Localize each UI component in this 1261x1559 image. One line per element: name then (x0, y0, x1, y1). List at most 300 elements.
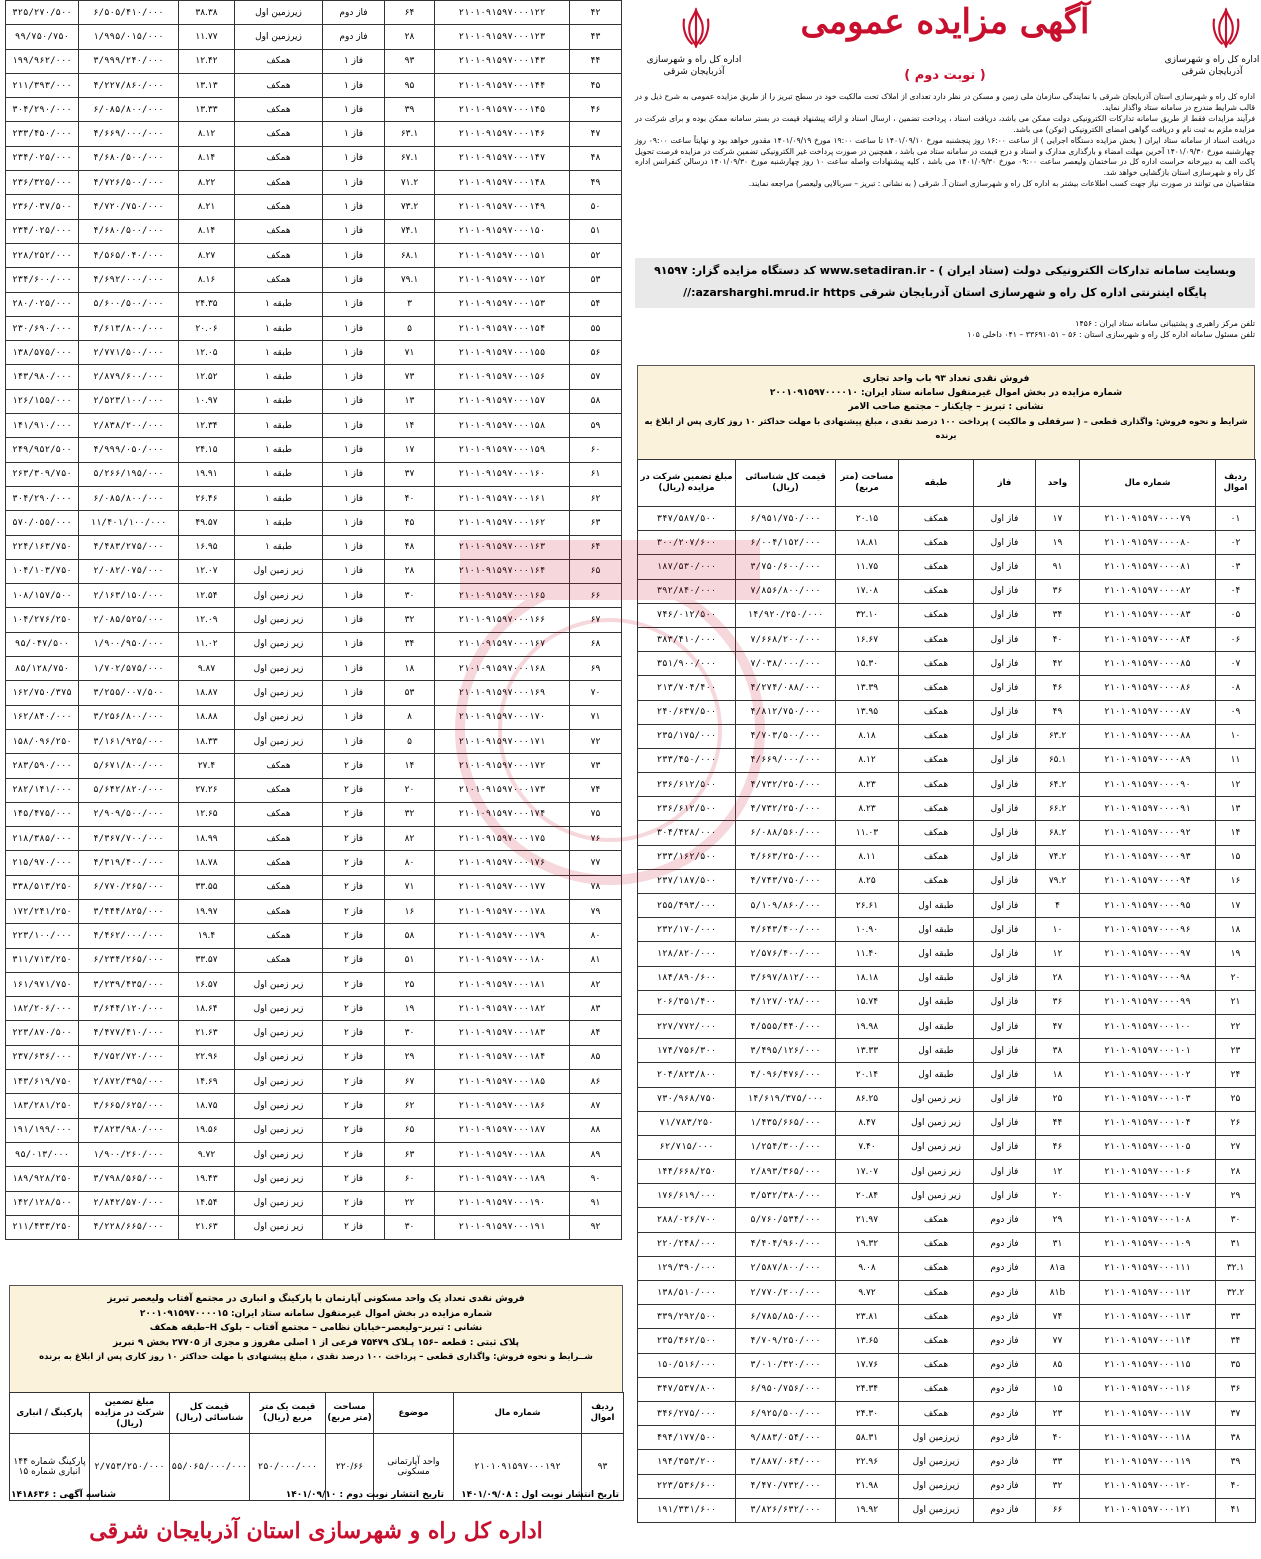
table-cell: همکف (899, 507, 974, 531)
table-cell: ۲۱۰۱۰۹۱۵۹۷۰۰۰۱۲۰ (1080, 1474, 1216, 1498)
table-row (6, 389, 622, 413)
table-row (638, 1160, 1256, 1184)
table-cell: ۲۱۰۱۰۹۱۵۹۷۰۰۰۰۸۴ (1080, 627, 1216, 651)
table-row (638, 1111, 1256, 1135)
table-cell: ۱۸.۶۴ (179, 997, 235, 1021)
table-cell: فاز ۲ (323, 924, 385, 948)
table-cell: ۱۳.۳۳ (836, 1039, 899, 1063)
table-row (6, 219, 622, 243)
table-cell: ۴/۴۷۷/۴۱۰/۰۰۰ (79, 1021, 179, 1045)
table-cell: ۹۵/۰۱۳/۰۰۰ (6, 1142, 79, 1166)
table-cell: ۲۰۶/۳۵۱/۴۰۰ (638, 990, 736, 1014)
table-cell: ۴/۷۳۲/۲۵۰/۰۰۰ (736, 773, 836, 797)
table-cell: طبقه اول (899, 894, 974, 918)
table-cell: فاز اول (974, 773, 1036, 797)
table-cell: ۲۳ (1216, 1039, 1256, 1063)
table-cell: ۲۱۰۱۰۹۱۵۹۷۰۰۰۱۷۰ (435, 705, 570, 729)
table-cell: ۱۳.۳۳ (179, 98, 235, 122)
table-cell: ۳۹ (385, 98, 435, 122)
table-cell: فاز اول (974, 724, 1036, 748)
table-cell: فاز ۲ (323, 851, 385, 875)
table-cell: ۳/۸۸۷/۰۶۴/۰۰۰ (736, 1450, 836, 1474)
table-cell: فاز دوم (974, 1232, 1036, 1256)
table-row (638, 845, 1256, 869)
table-cell: ۱۷.۰۸ (836, 579, 899, 603)
table-cell: ۱۰۸/۱۵۷/۵۰۰ (6, 584, 79, 608)
table-cell: زیرزمین اول (899, 1498, 974, 1522)
table-cell: فاز اول (974, 507, 1036, 531)
table-cell: همکف (235, 195, 323, 219)
table-cell: ۱۳.۳۹ (836, 676, 899, 700)
table-cell: ۲۰۴/۸۲۳/۸۰۰ (638, 1063, 736, 1087)
org-website-link[interactable]: پایگاه اینترنتی اداره کل راه و شهرسازی استان آذربایجان شرقی azarsharghi.mrud.ir https:// (683, 286, 1207, 299)
table-cell: ۴۹ (1036, 700, 1080, 724)
table-row (638, 1377, 1256, 1401)
table-cell: ۲۱۰۱۰۹۱۵۹۷۰۰۰۱۷۴ (435, 802, 570, 826)
table-row (638, 724, 1256, 748)
table-cell: ۱۳۸/۵۷۵/۰۰۰ (6, 341, 79, 365)
table-row (6, 948, 622, 972)
table-cell: ۱۹ (1036, 531, 1080, 555)
table-cell: همکف (235, 73, 323, 97)
table-cell: ۳۳.۵۷ (179, 948, 235, 972)
table-cell: ۹/۸۸۳/۰۵۴/۰۰۰ (736, 1426, 836, 1450)
table-cell: ۳/۵۳۲/۳۸۰/۰۰۰ (736, 1184, 836, 1208)
table-cell: ۱۰۴/۱۰۳/۷۵۰ (6, 559, 79, 583)
table-cell: ۲۱۰۱۰۹۱۵۹۷۰۰۰۱۵۸ (435, 414, 570, 438)
table-cell: ۶۷ (385, 1070, 435, 1094)
table-cell: ۸۸ (570, 1118, 622, 1142)
table-cell: ۶۸.۲ (1036, 821, 1080, 845)
table-cell: زیر زمین اول (899, 1160, 974, 1184)
table-cell: ۹.۷۲ (179, 1142, 235, 1166)
table-cell: ۲۱۰۱۰۹۱۵۹۷۰۰۰۱۵۲ (435, 268, 570, 292)
column-header: طبقه (899, 460, 974, 507)
table-cell: ۲/۵۲۳/۱۰۰/۰۰۰ (79, 389, 179, 413)
table-cell: ۶/۷۸۵/۸۵۰/۰۰۰ (736, 1305, 836, 1329)
table-row (638, 1281, 1256, 1305)
table-cell: همکف (899, 845, 974, 869)
table-cell: ۱۹.۴۳ (179, 1167, 235, 1191)
table-cell: ۱۱.۷۵ (836, 555, 899, 579)
table-cell: ۲۵ (385, 972, 435, 996)
table-cell: ۷۸ (570, 875, 622, 899)
table-row (6, 584, 622, 608)
table-cell: ۱۳.۹۵ (836, 700, 899, 724)
table-row (6, 608, 622, 632)
table-cell: ۴۲ (570, 1, 622, 25)
table-cell: ۰۸ (1216, 676, 1256, 700)
table-cell: ۵/۶۷۱/۸۰۰/۰۰۰ (79, 754, 179, 778)
table-cell: طبقه اول (899, 1039, 974, 1063)
table-cell: ۶/۹۵۰/۷۵۶/۰۰۰ (736, 1377, 836, 1401)
table-cell: ۳۱ (1216, 1232, 1256, 1256)
table-cell: فاز ۱ (323, 195, 385, 219)
table-cell: ۲۱۰۱۰۹۱۵۹۷۰۰۰۱۱۱ (1080, 1256, 1216, 1280)
table-cell: ۳۰۴/۴۲۸/۰۰۰ (638, 821, 736, 845)
table-cell: ۴۶ (1036, 676, 1080, 700)
commercial-box-line4: شرایط و نحوه فروش: واگذاری قطعی – ( سرقفلی و مالکیت ) پرداخت ۱۰۰ درصد نقدی ، مبلغ پیشنهادی با مهلت حداکثر ۱۰ روز کاری پس از ابلاغ به برنده (644, 416, 1248, 440)
table-cell: همکف (899, 1329, 974, 1353)
table-cell: ۸ (385, 705, 435, 729)
table-cell: ۲۳۷/۶۳۶/۰۰۰ (6, 1045, 79, 1069)
table-cell: ۱۶ (1216, 869, 1256, 893)
table-cell: طبقه ۱ (235, 438, 323, 462)
table-cell: فاز اول (974, 579, 1036, 603)
setad-website-link[interactable]: وبسایت سامانه تدارکات الکترونیکی دولت (ستاد ایران ) - www.setadiran.ir کد دستگاه مزایده گزار: ۹۱۵۹۷ (654, 264, 1236, 277)
table-cell: فاز ۱ (323, 341, 385, 365)
table-cell: ۶۸.۱ (385, 243, 435, 267)
table-cell: زیر زمین اول (235, 1070, 323, 1094)
table-cell: ۴۵ (570, 73, 622, 97)
table-cell: ۲۲.۹۶ (179, 1045, 235, 1069)
table-cell: زیر زمین اول (235, 1021, 323, 1045)
table-row (6, 1094, 622, 1118)
table-cell: فاز اول (974, 918, 1036, 942)
table-row (6, 1118, 622, 1142)
table-cell: ۱۴۳/۶۱۹/۷۵۰ (6, 1070, 79, 1094)
table-cell: ۶۵ (385, 1118, 435, 1142)
left-column (5, 0, 621, 1544)
table-cell: ۲۳۳/۴۵۰/۰۰۰ (638, 748, 736, 772)
table-row (6, 802, 622, 826)
table-cell: ۱۷۴/۷۵۶/۳۰۰ (638, 1039, 736, 1063)
table-cell: ۱۸.۸۱ (836, 531, 899, 555)
table-cell: ۲۱۱/۳۹۳/۰۰۰ (6, 73, 79, 97)
table-cell: ۱۶.۵۷ (179, 972, 235, 996)
table-cell: ۹۱ (570, 1191, 622, 1215)
table-cell: همکف (235, 243, 323, 267)
table-cell: ۲۱۰۱۰۹۱۵۹۷۰۰۰۱۵۷ (435, 389, 570, 413)
table-cell: ۲۳۶/۶۱۲/۵۰۰ (638, 797, 736, 821)
table-cell: فاز ۱ (323, 73, 385, 97)
column-header: پارکینگ / انباری (10, 1393, 90, 1434)
table-cell: ۱۹.۹۱ (179, 462, 235, 486)
table-cell: ۷۳.۲ (385, 195, 435, 219)
table-cell: طبقه اول (899, 918, 974, 942)
table-cell: زیر زمین اول (235, 1215, 323, 1239)
table-row (6, 341, 622, 365)
table-cell: ۶/۵۰۵/۴۱۰/۰۰۰ (79, 1, 179, 25)
table-cell: ۱۷.۰۷ (836, 1160, 899, 1184)
table-cell: فاز اول (974, 1014, 1036, 1038)
table-cell: همکف (899, 676, 974, 700)
column-header: ردیف اموال (1216, 460, 1256, 507)
table-cell: همکف (899, 603, 974, 627)
table-cell: ۵۳ (385, 681, 435, 705)
table-cell: زیر زمین اول (235, 1142, 323, 1166)
table-cell: ۱۹ (1216, 942, 1256, 966)
table-cell: ۶۶ (570, 584, 622, 608)
table-cell: همکف (899, 700, 974, 724)
table-cell: ۲۱۰۱۰۹۱۵۹۷۰۰۰۱۶۷ (435, 632, 570, 656)
table-cell: ۱۹۴/۳۵۳/۲۰۰ (638, 1450, 736, 1474)
table-cell: ۴/۴۶۲/۰۰۰/۰۰۰ (79, 924, 179, 948)
table-row (6, 681, 622, 705)
table-cell: ۶۳.۱ (385, 122, 435, 146)
table-row (638, 1401, 1256, 1425)
table-cell: ۴۸ (570, 146, 622, 170)
table-row (638, 918, 1256, 942)
table-cell: ۱۲.۵۲ (179, 365, 235, 389)
table-cell: ۲۱۸/۳۸۵/۰۰۰ (6, 827, 79, 851)
table-row (638, 1256, 1256, 1280)
table-cell: ۲/۷۵۳/۲۵۰/۰۰۰ (90, 1434, 170, 1501)
table-cell: ۱۴.۵۴ (179, 1191, 235, 1215)
table-cell: همکف (899, 748, 974, 772)
table-cell: همکف (899, 579, 974, 603)
table-cell: ۲۸ (1216, 1160, 1256, 1184)
table-cell: ۲۲۰/۲۴۸/۰۰۰ (638, 1232, 736, 1256)
table-cell: ۴/۶۸۰/۵۰۰/۰۰۰ (79, 219, 179, 243)
table-cell: فاز دوم (974, 1498, 1036, 1522)
table-cell: فاز دوم (974, 1208, 1036, 1232)
table-cell: ۵/۱۰۹/۸۶۰/۰۰۰ (736, 894, 836, 918)
phone-info (635, 318, 1255, 340)
table-cell: ۱۱.۰۳ (836, 821, 899, 845)
table-cell: ۶۴.۲ (1036, 773, 1080, 797)
table-cell: ۶۲ (570, 486, 622, 510)
table-cell: ۲۴ (1216, 1063, 1256, 1087)
table-cell: زیر زمین اول (235, 1191, 323, 1215)
table-cell: ۴/۶۶۹/۰۰۰/۰۰۰ (736, 748, 836, 772)
table-cell: ۲۱۰۱۰۹۱۵۹۷۰۰۰۰۸۳ (1080, 603, 1216, 627)
table-cell: ۸۵ (1036, 1353, 1080, 1377)
table-cell: ۲۱۰۱۰۹۱۵۹۷۰۰۰۱۲۱ (1080, 1498, 1216, 1522)
table-cell: ۲۳۶/۶۱۲/۵۰۰ (638, 773, 736, 797)
table-cell: زیر زمین اول (235, 681, 323, 705)
apartment-sale-box (9, 1285, 623, 1399)
table-cell: ۲۱۰۱۰۹۱۵۹۷۰۰۰۱۰۶ (1080, 1160, 1216, 1184)
column-header: فاز (974, 460, 1036, 507)
table-row (6, 875, 622, 899)
table-cell: ۳۲ (385, 802, 435, 826)
table-cell: فاز دوم (974, 1353, 1036, 1377)
table-cell: ۱۹.۴ (179, 924, 235, 948)
table-cell: فاز دوم (974, 1474, 1036, 1498)
table-cell: ۷۱ (385, 341, 435, 365)
table-cell: ۱۸.۸۷ (179, 681, 235, 705)
column-header: قیمت یک متر مربع (ریال) (250, 1393, 326, 1434)
table-cell: طبقه ۱ (235, 511, 323, 535)
table-cell: ۶۴ (570, 535, 622, 559)
table-cell: ۲۹ (1216, 1184, 1256, 1208)
table-cell: ۲۱۰۱۰۹۱۵۹۷۰۰۰۱۴۳ (435, 49, 570, 73)
table-cell: ۴/۴۷۰/۷۳۲/۰۰۰ (736, 1474, 836, 1498)
table-cell: ۴۹۴/۱۷۷/۵۰۰ (638, 1426, 736, 1450)
table-cell: ۸.۲۳ (836, 797, 899, 821)
table-cell: فاز اول (974, 821, 1036, 845)
table-cell: ۱۰ (1036, 918, 1080, 942)
table-cell: ۱۸ (385, 657, 435, 681)
table-cell: ۸.۲۲ (179, 171, 235, 195)
table-cell: ۲/۵۸۷/۸۰۰/۰۰۰ (736, 1256, 836, 1280)
table-cell: ۷۶ (570, 827, 622, 851)
table-cell: ۴/۷۰۹/۲۵۰/۰۰۰ (736, 1329, 836, 1353)
table-cell: ۶/۲۳۴/۲۶۵/۰۰۰ (79, 948, 179, 972)
table-cell: ۲/۹۰۹/۵۰۰/۰۰۰ (79, 802, 179, 826)
table-cell: ۲۱۰۱۰۹۱۵۹۷۰۰۰۰۸۹ (1080, 748, 1216, 772)
table-cell: ۴۷ (1036, 1014, 1080, 1038)
table-cell: ۳۴۶/۲۷۵/۰۰۰ (638, 1401, 736, 1425)
table-row (6, 1070, 622, 1094)
table-cell: ۵۵ (570, 316, 622, 340)
table-cell: ۱۸۲/۲۰۶/۰۰۰ (6, 997, 79, 1021)
table-cell: فاز اول (974, 845, 1036, 869)
table-cell: زیر زمین اول (899, 1135, 974, 1159)
table-cell: ۰۴ (1216, 579, 1256, 603)
footer-org-name: اداره کل راه و شهرسازی استان آذربایجان شرقی (89, 1518, 543, 1544)
table-cell: ۲۱۰۱۰۹۱۵۹۷۰۰۰۱۴۴ (435, 73, 570, 97)
column-header: مساحت (متر مربع) (326, 1393, 374, 1434)
table-cell: ۸.۱۴ (179, 146, 235, 170)
table-cell: ۴/۲۲۷/۸۶۰/۰۰۰ (79, 73, 179, 97)
table-cell: زیر زمین اول (235, 1094, 323, 1118)
table-cell: ۳۰۴/۲۹۰/۰۰۰ (6, 486, 79, 510)
table-cell: ۳۷ (1216, 1401, 1256, 1425)
table-cell: ۲۱۰۱۰۹۱۵۹۷۰۰۰۰۹۸ (1080, 966, 1216, 990)
table-cell: ۱۶.۹۵ (179, 535, 235, 559)
table-cell: ۲۷.۲۶ (179, 778, 235, 802)
table-cell: ۴/۶۶۳/۲۵۰/۰۰۰ (736, 845, 836, 869)
table-cell: همکف (235, 49, 323, 73)
table-cell: ۲۱۰۱۰۹۱۵۹۷۰۰۰۱۶۲ (435, 511, 570, 535)
table-cell: ۷۵ (570, 802, 622, 826)
table-cell: ۶/۹۲۵/۵۰۰/۰۰۰ (736, 1401, 836, 1425)
table-cell: فاز اول (974, 1111, 1036, 1135)
table-cell: فاز ۲ (323, 1094, 385, 1118)
second-publication-date: تاریخ انتشار نوبت دوم : ۱۴۰۱/۰۹/۱۰ (285, 1490, 444, 1500)
table-cell: ۱۸۴/۸۹۰/۶۰۰ (638, 966, 736, 990)
table-cell: ۳/۴۹۵/۱۲۶/۰۰۰ (736, 1039, 836, 1063)
table-cell: ۲۰.۱۵ (836, 507, 899, 531)
table-cell: ۱۸۳/۲۸۱/۲۵۰ (6, 1094, 79, 1118)
table-cell: ۸۶.۲۵ (836, 1087, 899, 1111)
table-cell: ۳/۸۲۳/۹۸۰/۰۰۰ (79, 1118, 179, 1142)
table-cell: ۱۷۶/۶۱۹/۰۰۰ (638, 1184, 736, 1208)
table-cell: ۳۶ (1216, 1377, 1256, 1401)
table-cell: همکف (235, 268, 323, 292)
table-cell: ۲۱۰۱۰۹۱۵۹۷۰۰۰۱۱۵ (1080, 1353, 1216, 1377)
table-cell: ۷۴.۲ (1036, 845, 1080, 869)
table-cell: همکف (235, 924, 323, 948)
table-cell: همکف (899, 555, 974, 579)
table-cell: زیر زمین اول (235, 997, 323, 1021)
table-row (6, 316, 622, 340)
table-cell: زیر زمین اول (235, 657, 323, 681)
table-cell: ۸.۱۲ (179, 122, 235, 146)
table-cell: ۲۱۰۱۰۹۱۵۹۷۰۰۰۱۸۱ (435, 972, 570, 996)
table-cell: ۱۴ (385, 754, 435, 778)
table-cell: ۲۱۰۱۰۹۱۵۹۷۰۰۰۱۱۳ (1080, 1305, 1216, 1329)
table-cell: فاز ۱ (323, 146, 385, 170)
table-cell: ۱۴/۶۱۹/۳۷۵/۰۰۰ (736, 1087, 836, 1111)
table-cell: ۲۴.۳۵ (179, 292, 235, 316)
table-cell: ۴/۶۶۹/۰۰۰/۰۰۰ (79, 122, 179, 146)
table-cell: فاز اول (974, 942, 1036, 966)
table-cell: ۲۳۷/۱۸۷/۵۰۰ (638, 869, 736, 893)
table-cell: ۲۹ (385, 1045, 435, 1069)
table-cell: ۴/۵۶۵/۰۴۰/۰۰۰ (79, 243, 179, 267)
apartment-box-line4: پلاک ثبتی : قطعه –۱۵۶ پـلاک ۷۵۴۷۹ فرعی از ۱ اصلی مفروز و مجزی از ۲۷۷۰۵ بخش ۹ تبریز (113, 1337, 519, 1348)
table-cell: ۲۱.۶۳ (179, 1021, 235, 1045)
table-cell: ۲۱۰۱۰۹۱۵۹۷۰۰۰۱۹۲ (454, 1434, 582, 1501)
table-cell: ۲۱۰۱۰۹۱۵۹۷۰۰۰۱۵۵ (435, 341, 570, 365)
table-cell: ۱۴۱/۹۱۰/۰۰۰ (6, 414, 79, 438)
table-cell: ۴/۷۲۶/۵۰۰/۰۰۰ (79, 171, 179, 195)
table-cell: ۵۳ (570, 268, 622, 292)
table-cell: ۲۱۰۱۰۹۱۵۹۷۰۰۰۱۶۱ (435, 486, 570, 510)
table-cell: ۱۹.۹۷ (179, 899, 235, 923)
table-cell: همکف (235, 754, 323, 778)
commercial-box-line2: شماره مزایده در بخش اموال غیرمنقول سامانه ستاد ایران: ۲۰۰۱۰۹۱۵۹۷۰۰۰۰۱۰ (769, 388, 1123, 398)
table-cell: ۵۵/۰۶۵/۰۰۰/۰۰۰ (170, 1434, 250, 1501)
table-cell: همکف (899, 1232, 974, 1256)
table-cell: ۳/۴۴۴/۸۲۵/۰۰۰ (79, 899, 179, 923)
table-cell: ۸.۲۵ (836, 869, 899, 893)
apartment-box-line5: شــرایط و نحوه فروش: واگذاری قطعی – پرداخت ۱۰۰ درصد نقدی ، مبلغ پیشنهادی با مهلت حداکثر ۱۰ روز کاری پس از ابلاغ به برنده (39, 1352, 593, 1362)
table-row (638, 821, 1256, 845)
table-cell: زیر زمین اول (899, 1087, 974, 1111)
table-cell: فاز ۱ (323, 608, 385, 632)
table-cell: ۲/۸۳۸/۲۰۰/۰۰۰ (79, 414, 179, 438)
table-cell: ۱۲.۴۲ (179, 49, 235, 73)
table-cell: ۱۷ (1036, 507, 1080, 531)
table-cell: ۷/۰۳۸/۰۰۰/۰۰۰ (736, 652, 836, 676)
table-cell: همکف (899, 652, 974, 676)
website-box (635, 258, 1255, 308)
table-cell: ۱۴ (1216, 821, 1256, 845)
table-cell: زیرزمین اول (899, 1474, 974, 1498)
table-cell: ۲۳۴/۰۲۵/۰۰۰ (6, 146, 79, 170)
table-cell: ۲۲۷/۷۷۲/۰۰۰ (638, 1014, 736, 1038)
table-cell: فاز ۲ (323, 997, 385, 1021)
table-cell: ۸.۲۱ (179, 195, 235, 219)
table-cell: ۲۱.۹۷ (836, 1208, 899, 1232)
table-cell: ۶۴ (385, 1, 435, 25)
table-cell: ۹۳ (582, 1434, 624, 1501)
table-cell: ۱۴۳/۹۸۰/۰۰۰ (6, 365, 79, 389)
table-cell: ۱۴.۶۹ (179, 1070, 235, 1094)
table-cell: فاز دوم (974, 1329, 1036, 1353)
table-cell: ۱۲.۵۴ (179, 584, 235, 608)
table-cell: ۴/۷۴۳/۷۵۰/۰۰۰ (736, 869, 836, 893)
table-cell: ۳۷ (385, 462, 435, 486)
table-cell: ۳۴ (1216, 1329, 1256, 1353)
table-cell: ۷۳ (385, 365, 435, 389)
table-cell: ۶۸ (570, 632, 622, 656)
table-cell: ۰۲ (1216, 531, 1256, 555)
table-cell: ۱۲.۰۵ (179, 341, 235, 365)
table-cell: ۵ (385, 316, 435, 340)
paragraph: متقاضیان می توانند در صورت نیاز جهت کسب اطلاعات بیشتر به اداره کل راه و شهرسازی استان آ. شرقی ( به نشانی : تبریز – سربالایی ولیعصر) مراجعه نمایند. (748, 179, 1255, 189)
table-cell: همکف (899, 821, 974, 845)
column-header: واحد (1036, 460, 1080, 507)
table-cell: ۴۷ (570, 122, 622, 146)
table-row (6, 511, 622, 535)
table-cell: همکف (899, 1401, 974, 1425)
table-cell: فاز ۱ (323, 657, 385, 681)
table-cell: ۲۱۰۱۰۹۱۵۹۷۰۰۰۱۰۷ (1080, 1184, 1216, 1208)
table-cell: فاز اول (974, 894, 1036, 918)
table-cell: ۲۱۰۱۰۹۱۵۹۷۰۰۰۱۱۹ (1080, 1450, 1216, 1474)
table-cell: ۲/۷۷۱/۵۰۰/۰۰۰ (79, 341, 179, 365)
table-cell: ۵۲ (570, 243, 622, 267)
table-row (6, 1215, 622, 1239)
table-cell: ۱/۲۵۴/۳۰۰/۰۰۰ (736, 1135, 836, 1159)
table-cell: ۲۴.۱۵ (179, 438, 235, 462)
table-cell: ۶۵ (570, 559, 622, 583)
